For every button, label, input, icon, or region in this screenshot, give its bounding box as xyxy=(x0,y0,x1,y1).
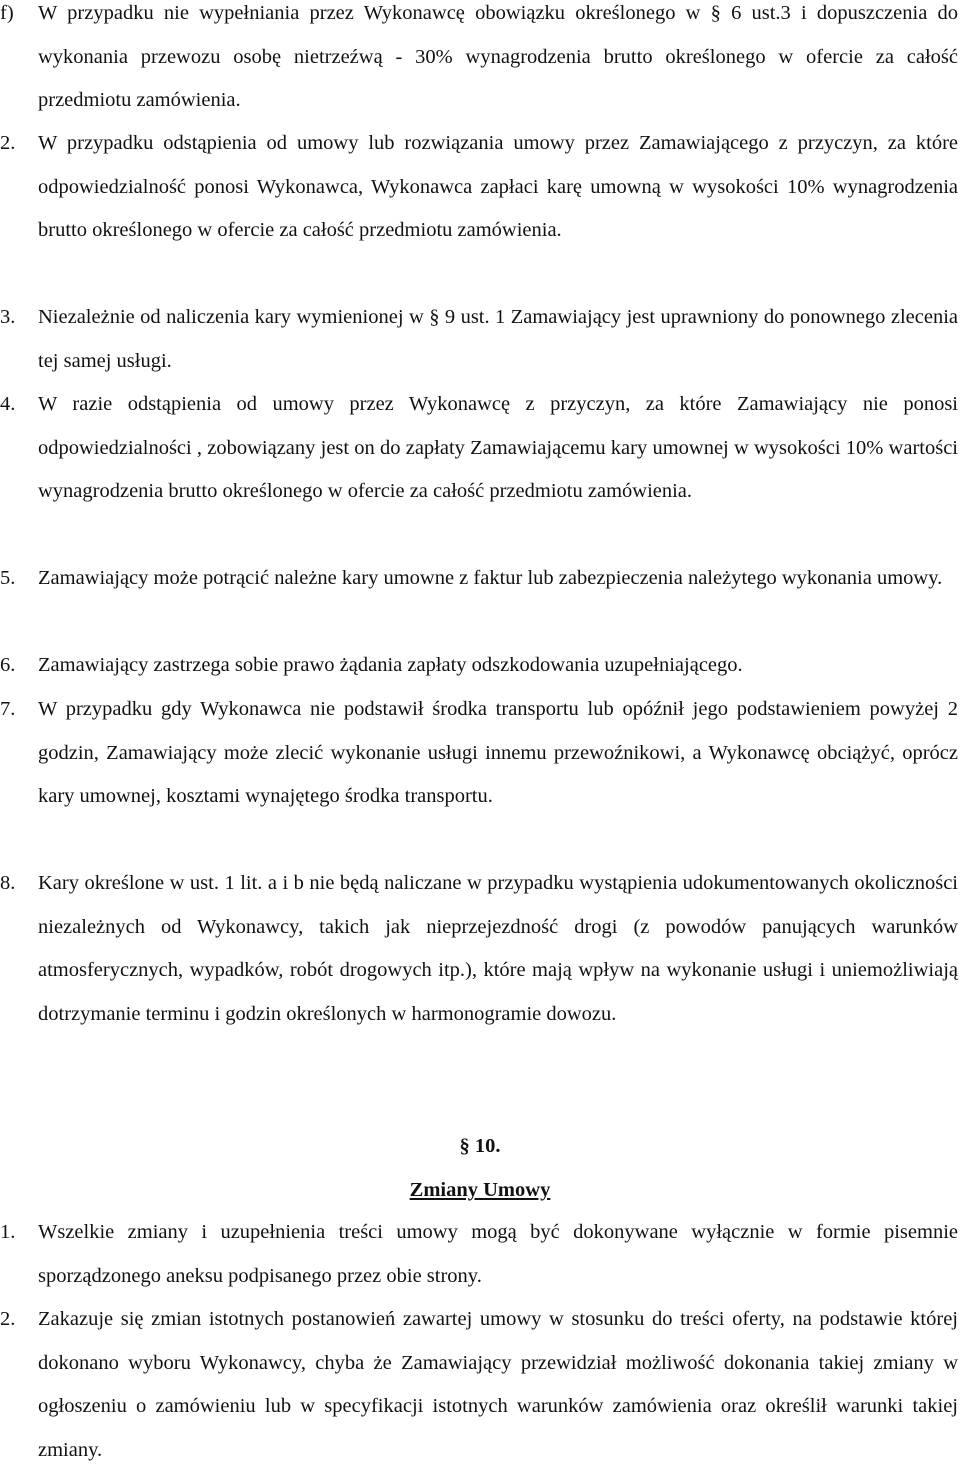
list-item xyxy=(0,862,958,1036)
list-item xyxy=(0,1211,958,1298)
item-text: W razie odstąpienia od umowy przez Wykonawcę z przyczyn, za które Zamawiający nie ponosi odpowiedzialności , zobowiązany jest on do zapłaty Zamawiającemu kary umownej w wysokości 10% wartości wynagrodzenia brutto określonego w ofercie za całość przedmiotu zamówienia. xyxy=(38,393,958,502)
list-item xyxy=(0,0,958,123)
list-item xyxy=(0,1298,958,1472)
item-text: W przypadku gdy Wykonawca nie podstawił środka transportu lub opóźnił jego podstawieniem powyżej 2 godzin, Zamawiający może zlecić wykonanie usługi innemu przewoźnikowi, a Wykonawcę obciążyć, oprócz kary umownej, kosztami wynajętego środka transportu. xyxy=(38,698,958,807)
item-text: Niezależnie od naliczenia kary wymienionej w § 9 ust. 1 Zamawiający jest uprawniony do ponownego zlecenia tej samej usługi. xyxy=(38,306,958,372)
list-item xyxy=(0,644,958,688)
item-text: W przypadku nie wypełniania przez Wykonawcę obowiązku określonego w § 6 ust.3 i dopuszczenia do wykonania przewozu osobę nietrzeźwą - 30% wynagrodzenia brutto określonego w ofercie za całość przedmiotu zamówienia. xyxy=(38,2,958,111)
item-number: 4. xyxy=(0,393,16,415)
item-number: 6. xyxy=(0,654,16,676)
item-number: f) xyxy=(0,2,14,24)
item-number: 7. xyxy=(0,698,16,720)
list-item xyxy=(0,383,958,514)
item-text: Zamawiający może potrącić należne kary umowne z faktur lub zabezpieczenia należytego wykonania umowy. xyxy=(38,567,943,589)
item-number: 1. xyxy=(0,1221,16,1243)
item-number: 5. xyxy=(0,567,16,589)
item-number: 8. xyxy=(0,872,16,894)
item-number: 2. xyxy=(0,132,16,154)
item-text: Zakazuje się zmian istotnych postanowień zawartej umowy w stosunku do treści oferty, na podstawie której dokonano wyboru Wykonawcy, chyba że Zamawiający przewidział możliwość dokonania takiej zmiany w ogłoszeniu o zamówieniu lub w specyfikacji istotnych warunków zamówienia oraz określił warunki takiej zmiany. xyxy=(38,1308,958,1461)
item-number: 3. xyxy=(0,306,16,328)
list-item xyxy=(0,122,958,253)
item-text: Wszelkie zmiany i uzupełnienia treści umowy mogą być dokonywane wyłącznie w formie pisemnie sporządzonego aneksu podpisanego przez obie strony. xyxy=(38,1221,958,1287)
list-item xyxy=(0,557,958,601)
list-item xyxy=(0,688,958,819)
list-item xyxy=(0,296,958,383)
item-number: 2. xyxy=(0,1308,16,1330)
section-title: Zmiany Umowy xyxy=(409,1179,551,1201)
item-text: Zamawiający zastrzega sobie prawo żądania zapłaty odszkodowania uzupełniającego. xyxy=(38,654,743,676)
item-text: Kary określone w ust. 1 lit. a i b nie będą naliczane w przypadku wystąpienia udokumentowanych okoliczności niezależnych od Wykonawcy, takich jak nieprzejezdność drogi (z powodów panujących warunków atmosferycznych, wypadków, robót drogowych itp.), które mają wpływ na wykonanie usługi i uniemożliwiają dotrzymanie terminu i godzin określonych w harmonogramie dowozu. xyxy=(38,872,958,1025)
section-number: § 10. xyxy=(459,1135,501,1157)
item-text: W przypadku odstąpienia od umowy lub rozwiązania umowy przez Zamawiającego z przyczyn, za które odpowiedzialność ponosi Wykonawca, Wykonawca zapłaci karę umowną w wysokości 10% wynagrodzenia brutto określonego w ofercie za całość przedmiotu zamówienia. xyxy=(38,132,958,241)
